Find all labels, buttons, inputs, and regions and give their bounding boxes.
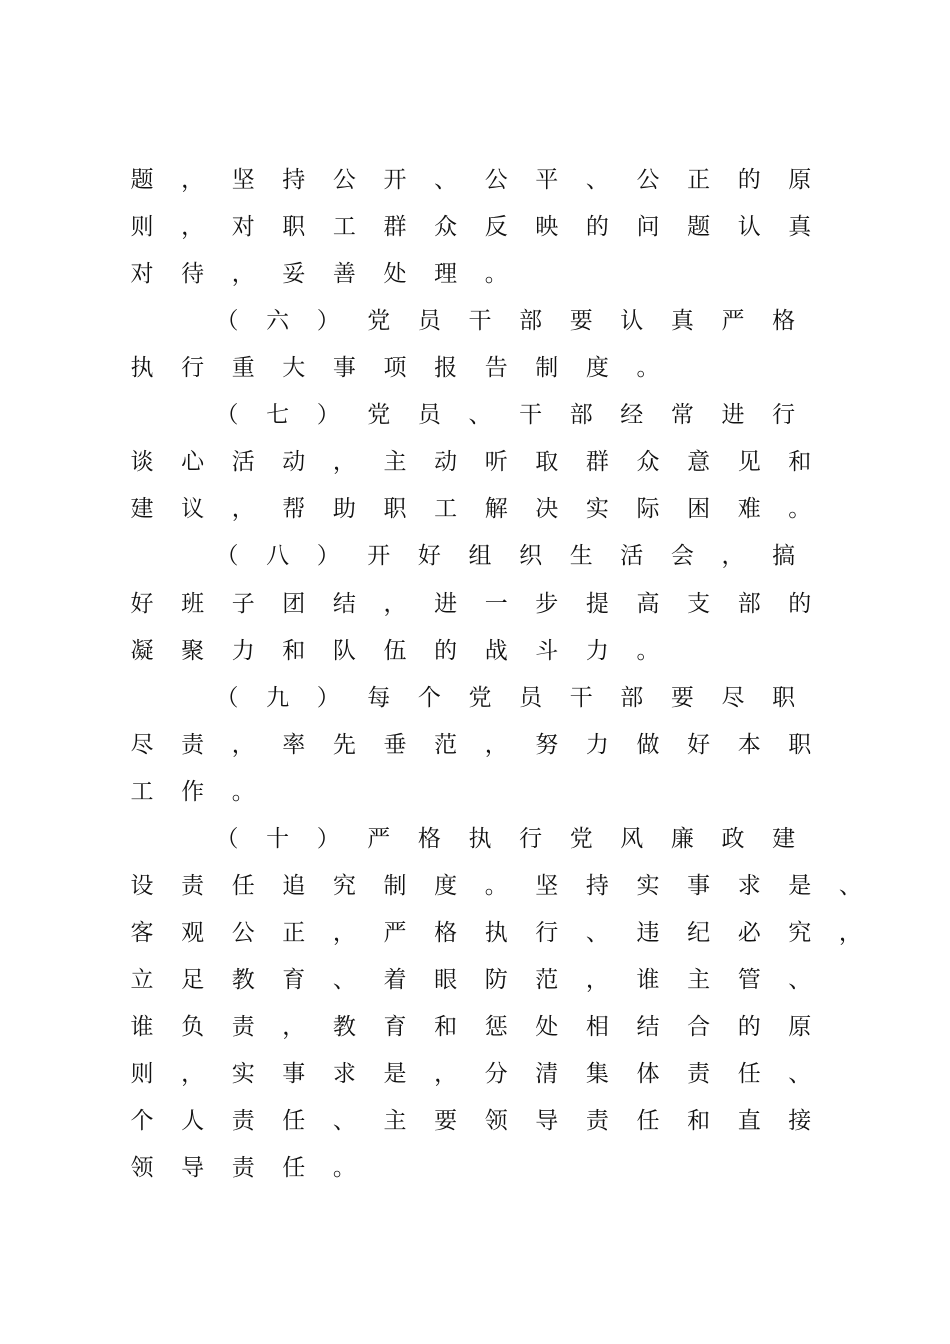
text-char: （ [215, 402, 239, 429]
text-char: 部 [737, 590, 761, 617]
text-char: ） [316, 684, 340, 711]
text-char: 解 [484, 496, 508, 523]
text-char: 求 [737, 872, 761, 899]
text-char: 支 [687, 590, 711, 617]
text-char: 立 [130, 966, 154, 993]
text-char: 公 [636, 167, 660, 193]
text-char: 认 [620, 308, 644, 335]
text-char: 党 [468, 684, 492, 711]
text-char: 。 [636, 637, 660, 664]
text-char: 职 [772, 684, 796, 711]
text-char: 、 [585, 919, 609, 946]
text-char: 行 [535, 919, 559, 946]
text-char: 集 [585, 1060, 609, 1087]
text-char: 的 [434, 637, 458, 664]
text-char: 部 [620, 684, 644, 711]
text-char: 范 [535, 966, 559, 993]
text-char: ， [332, 449, 356, 476]
text-char: 实 [636, 872, 660, 899]
text-char: 一 [484, 590, 508, 617]
text-char: 、 [585, 167, 609, 193]
text-char: 合 [687, 1013, 711, 1040]
text-char: 究 [788, 919, 812, 946]
text-char: 、 [332, 1108, 356, 1134]
text-char: 作 [181, 778, 205, 805]
text-char: 真 [788, 214, 812, 241]
text-char: 报 [434, 355, 458, 382]
text-char: 步 [535, 590, 559, 617]
text-char: 设 [130, 872, 154, 899]
text-char: 搞 [772, 543, 796, 570]
text-char: 伍 [383, 637, 407, 664]
text-char: 责 [231, 1155, 255, 1181]
text-char: 教 [332, 1013, 356, 1040]
text-char: 度 [434, 872, 458, 899]
text-char: 主 [383, 449, 407, 476]
text-char: 和 [282, 637, 306, 664]
text-char: 告 [484, 355, 508, 382]
text-char: 直 [737, 1108, 761, 1134]
text-char: 九 [266, 684, 290, 711]
text-char: 谈 [130, 449, 154, 476]
text-char: 平 [535, 167, 559, 193]
text-char: 、 [434, 167, 458, 193]
text-char: 观 [181, 919, 205, 946]
text-char: 党 [569, 825, 593, 852]
text-char: 廉 [670, 825, 694, 852]
text-char: 员 [417, 308, 441, 335]
text-char: ， [383, 590, 407, 617]
text-char: 、 [332, 966, 356, 993]
text-char: 领 [130, 1155, 154, 1181]
text-char: 违 [636, 919, 660, 946]
text-char: 执 [484, 919, 508, 946]
text-char: 干 [519, 402, 543, 429]
text-line [0, 447, 950, 494]
text-char: 处 [535, 1013, 559, 1040]
text-char: 追 [282, 872, 306, 899]
text-char: 真 [670, 308, 694, 335]
text-char: 导 [181, 1155, 205, 1181]
text-char: 个 [417, 684, 441, 711]
text-char: 责 [585, 1108, 609, 1134]
text-char: 。 [636, 355, 660, 382]
text-line [0, 683, 950, 730]
text-char: 七 [266, 402, 290, 429]
text-line [0, 871, 950, 918]
text-char: 困 [687, 496, 711, 523]
text-char: 开 [383, 167, 407, 193]
text-char: 进 [434, 590, 458, 617]
text-char: 映 [535, 214, 559, 241]
text-line [0, 1059, 950, 1106]
text-char: 率 [282, 731, 306, 758]
text-char: 高 [636, 590, 660, 617]
text-char: 项 [383, 355, 407, 382]
text-char: 主 [383, 1108, 407, 1134]
text-char: 、 [788, 966, 812, 993]
text-char: ， [231, 261, 255, 288]
text-char: ） [316, 825, 340, 852]
text-char: 原 [788, 1013, 812, 1040]
text-char: 班 [181, 590, 205, 617]
text-char: 十 [266, 825, 290, 852]
text-char: 事 [332, 355, 356, 382]
text-char: 坚 [231, 167, 255, 193]
text-char: 尽 [130, 731, 154, 758]
text-char: 和 [788, 449, 812, 476]
text-char: 纪 [687, 919, 711, 946]
text-char: 题 [687, 214, 711, 241]
text-char: 育 [383, 1013, 407, 1040]
text-char: 行 [772, 402, 796, 429]
text-char: 六 [266, 308, 290, 335]
text-char: 正 [282, 919, 306, 946]
text-char: 体 [636, 1060, 660, 1087]
text-char: 垂 [383, 731, 407, 758]
text-char: 范 [434, 731, 458, 758]
text-char: 防 [484, 966, 508, 993]
text-char: 做 [636, 731, 660, 758]
text-line [0, 259, 950, 306]
text-char: 行 [181, 355, 205, 382]
text-char: 众 [434, 214, 458, 241]
text-char: 政 [721, 825, 745, 852]
text-char: 必 [737, 919, 761, 946]
text-char: ， [434, 1060, 458, 1087]
text-char: 重 [231, 355, 255, 382]
text-char: 足 [181, 966, 205, 993]
text-char: 公 [484, 167, 508, 193]
text-char: 常 [670, 402, 694, 429]
text-char: 力 [585, 731, 609, 758]
text-char: 谁 [636, 966, 660, 993]
text-char: 育 [282, 966, 306, 993]
text-char: ， [484, 731, 508, 758]
text-char: 对 [130, 261, 154, 288]
text-char: 群 [383, 214, 407, 241]
text-char: ， [585, 966, 609, 993]
text-char: 谁 [130, 1013, 154, 1040]
text-char: 认 [737, 214, 761, 241]
text-char: 队 [332, 637, 356, 664]
text-char: 任 [636, 1108, 660, 1134]
text-char: 际 [636, 496, 660, 523]
text-char: 部 [569, 402, 593, 429]
text-char: 心 [181, 449, 205, 476]
text-char: 聚 [181, 637, 205, 664]
text-char: 妥 [282, 261, 306, 288]
text-char: 领 [484, 1108, 508, 1134]
text-char: 理 [434, 261, 458, 288]
text-char: 工 [434, 496, 458, 523]
text-char: 提 [585, 590, 609, 617]
text-char: 。 [484, 872, 508, 899]
text-char: 生 [569, 543, 593, 570]
text-line [0, 306, 950, 353]
text-char: 部 [519, 308, 543, 335]
text-char: 先 [332, 731, 356, 758]
text-char: 任 [282, 1155, 306, 1181]
text-line [0, 965, 950, 1012]
text-char: 组 [468, 543, 492, 570]
text-char: 事 [687, 872, 711, 899]
text-char: 要 [434, 1108, 458, 1134]
text-char: 和 [687, 1108, 711, 1134]
text-char: 清 [535, 1060, 559, 1087]
text-char: 责 [687, 1060, 711, 1087]
text-char: 大 [282, 355, 306, 382]
text-char: 格 [417, 825, 441, 852]
text-char: 战 [484, 637, 508, 664]
text-char: 责 [231, 1013, 255, 1040]
text-line [0, 494, 950, 541]
text-char: 干 [468, 308, 492, 335]
text-char: 公 [332, 167, 356, 193]
text-line [0, 636, 950, 683]
text-char: 度 [585, 355, 609, 382]
text-char: 责 [181, 872, 205, 899]
text-char: 对 [231, 214, 255, 241]
text-char: 公 [231, 919, 255, 946]
text-char: 织 [519, 543, 543, 570]
text-char: ， [181, 214, 205, 241]
text-char: 严 [367, 825, 391, 852]
text-char: 结 [636, 1013, 660, 1040]
text-char: 本 [737, 731, 761, 758]
text-char: 好 [417, 543, 441, 570]
text-char: 严 [383, 919, 407, 946]
text-char: ， [838, 919, 862, 946]
text-char: 。 [788, 496, 812, 523]
text-char: 凝 [130, 637, 154, 664]
text-char: 建 [772, 825, 796, 852]
text-char: 眼 [434, 966, 458, 993]
text-char: 八 [266, 543, 290, 570]
text-char: 好 [130, 590, 154, 617]
text-char: 的 [737, 167, 761, 193]
text-char: 待 [181, 261, 205, 288]
text-char: 和 [434, 1013, 458, 1040]
text-char: 题 [130, 167, 154, 193]
text-char: 原 [788, 167, 812, 193]
text-char: 难 [737, 496, 761, 523]
text-char: 个 [130, 1108, 154, 1134]
text-char: 会 [670, 543, 694, 570]
text-char: 。 [231, 778, 255, 805]
text-char: 动 [434, 449, 458, 476]
text-line [0, 777, 950, 824]
text-char: 分 [484, 1060, 508, 1087]
text-char: 。 [484, 261, 508, 288]
text-line [0, 212, 950, 259]
text-char: 教 [231, 966, 255, 993]
text-char: 则 [130, 214, 154, 241]
text-line [0, 824, 950, 871]
text-char: 党 [367, 402, 391, 429]
text-line [0, 541, 950, 588]
text-char: 意 [687, 449, 711, 476]
text-char: 责 [181, 731, 205, 758]
text-char: 的 [585, 214, 609, 241]
text-char: ， [282, 1013, 306, 1040]
text-char: 要 [569, 308, 593, 335]
text-line [0, 400, 950, 447]
text-char: ） [316, 543, 340, 570]
text-char: ， [332, 919, 356, 946]
text-char: 任 [282, 1108, 306, 1134]
text-char: 相 [585, 1013, 609, 1040]
text-line [0, 165, 950, 212]
text-char: 。 [332, 1155, 356, 1181]
text-char: ） [316, 308, 340, 335]
text-char: 努 [535, 731, 559, 758]
text-char: 负 [181, 1013, 205, 1040]
text-char: 进 [721, 402, 745, 429]
text-char: 惩 [484, 1013, 508, 1040]
text-char: 员 [519, 684, 543, 711]
text-char: 建 [130, 496, 154, 523]
text-char: 问 [636, 214, 660, 241]
text-char: 工 [130, 778, 154, 805]
text-char: 职 [383, 496, 407, 523]
text-char: 经 [620, 402, 644, 429]
text-char: 众 [636, 449, 660, 476]
text-char: 着 [383, 966, 407, 993]
text-char: 实 [585, 496, 609, 523]
text-char: 力 [585, 637, 609, 664]
text-char: ） [316, 402, 340, 429]
text-char: 制 [535, 355, 559, 382]
text-char: 工 [332, 214, 356, 241]
text-line [0, 730, 950, 777]
text-char: 是 [383, 1060, 407, 1087]
text-char: 员 [417, 402, 441, 429]
text-line [0, 1012, 950, 1059]
text-char: 取 [535, 449, 559, 476]
text-char: ， [231, 731, 255, 758]
text-char: 的 [737, 1013, 761, 1040]
text-char: 决 [535, 496, 559, 523]
text-line [0, 1106, 950, 1153]
text-char: 是 [788, 872, 812, 899]
text-char: ， [231, 496, 255, 523]
text-char: 、 [788, 1060, 812, 1087]
text-char: 开 [367, 543, 391, 570]
text-char: 动 [282, 449, 306, 476]
text-line [0, 918, 950, 965]
text-char: 结 [332, 590, 356, 617]
text-char: 坚 [535, 872, 559, 899]
text-char: ， [721, 543, 745, 570]
text-char: 风 [620, 825, 644, 852]
text-char: 党 [367, 308, 391, 335]
text-char: 子 [231, 590, 255, 617]
text-char: 尽 [721, 684, 745, 711]
text-char: 制 [383, 872, 407, 899]
text-char: 助 [332, 496, 356, 523]
text-line [0, 589, 950, 636]
text-char: 每 [367, 684, 391, 711]
text-char: 任 [737, 1060, 761, 1087]
text-char: 求 [332, 1060, 356, 1087]
text-line [0, 1153, 950, 1200]
text-char: 执 [130, 355, 154, 382]
text-char: ， [181, 167, 205, 193]
text-char: 好 [687, 731, 711, 758]
text-char: 干 [569, 684, 593, 711]
text-char: 活 [620, 543, 644, 570]
text-char: 斗 [535, 637, 559, 664]
text-char: 、 [838, 872, 862, 899]
text-char: 持 [585, 872, 609, 899]
text-char: 力 [231, 637, 255, 664]
text-char: 帮 [282, 496, 306, 523]
text-char: 严 [721, 308, 745, 335]
text-char: 反 [484, 214, 508, 241]
text-char: 主 [687, 966, 711, 993]
text-char: 职 [788, 731, 812, 758]
text-char: 要 [670, 684, 694, 711]
text-char: （ [215, 543, 239, 570]
text-char: 接 [788, 1108, 812, 1134]
text-char: 格 [772, 308, 796, 335]
text-char: 实 [231, 1060, 255, 1087]
text-char: 执 [468, 825, 492, 852]
text-char: ， [181, 1060, 205, 1087]
text-char: 善 [332, 261, 356, 288]
text-char: 正 [687, 167, 711, 193]
text-char: 职 [282, 214, 306, 241]
text-char: 的 [788, 590, 812, 617]
text-char: 导 [535, 1108, 559, 1134]
text-char: 任 [231, 872, 255, 899]
text-char: 事 [282, 1060, 306, 1087]
text-char: 格 [434, 919, 458, 946]
text-char: 行 [519, 825, 543, 852]
text-char: 人 [181, 1108, 205, 1134]
text-char: （ [215, 684, 239, 711]
text-char: 群 [585, 449, 609, 476]
text-char: 活 [231, 449, 255, 476]
text-line [0, 353, 950, 400]
text-char: 议 [181, 496, 205, 523]
text-char: 团 [282, 590, 306, 617]
text-char: 见 [737, 449, 761, 476]
text-char: 责 [231, 1108, 255, 1134]
text-char: 持 [282, 167, 306, 193]
text-char: 客 [130, 919, 154, 946]
text-char: 则 [130, 1060, 154, 1087]
text-char: 听 [484, 449, 508, 476]
text-char: 、 [468, 402, 492, 429]
text-char: 处 [383, 261, 407, 288]
text-char: （ [215, 308, 239, 335]
text-char: 究 [332, 872, 356, 899]
text-char: 管 [737, 966, 761, 993]
text-char: （ [215, 825, 239, 852]
